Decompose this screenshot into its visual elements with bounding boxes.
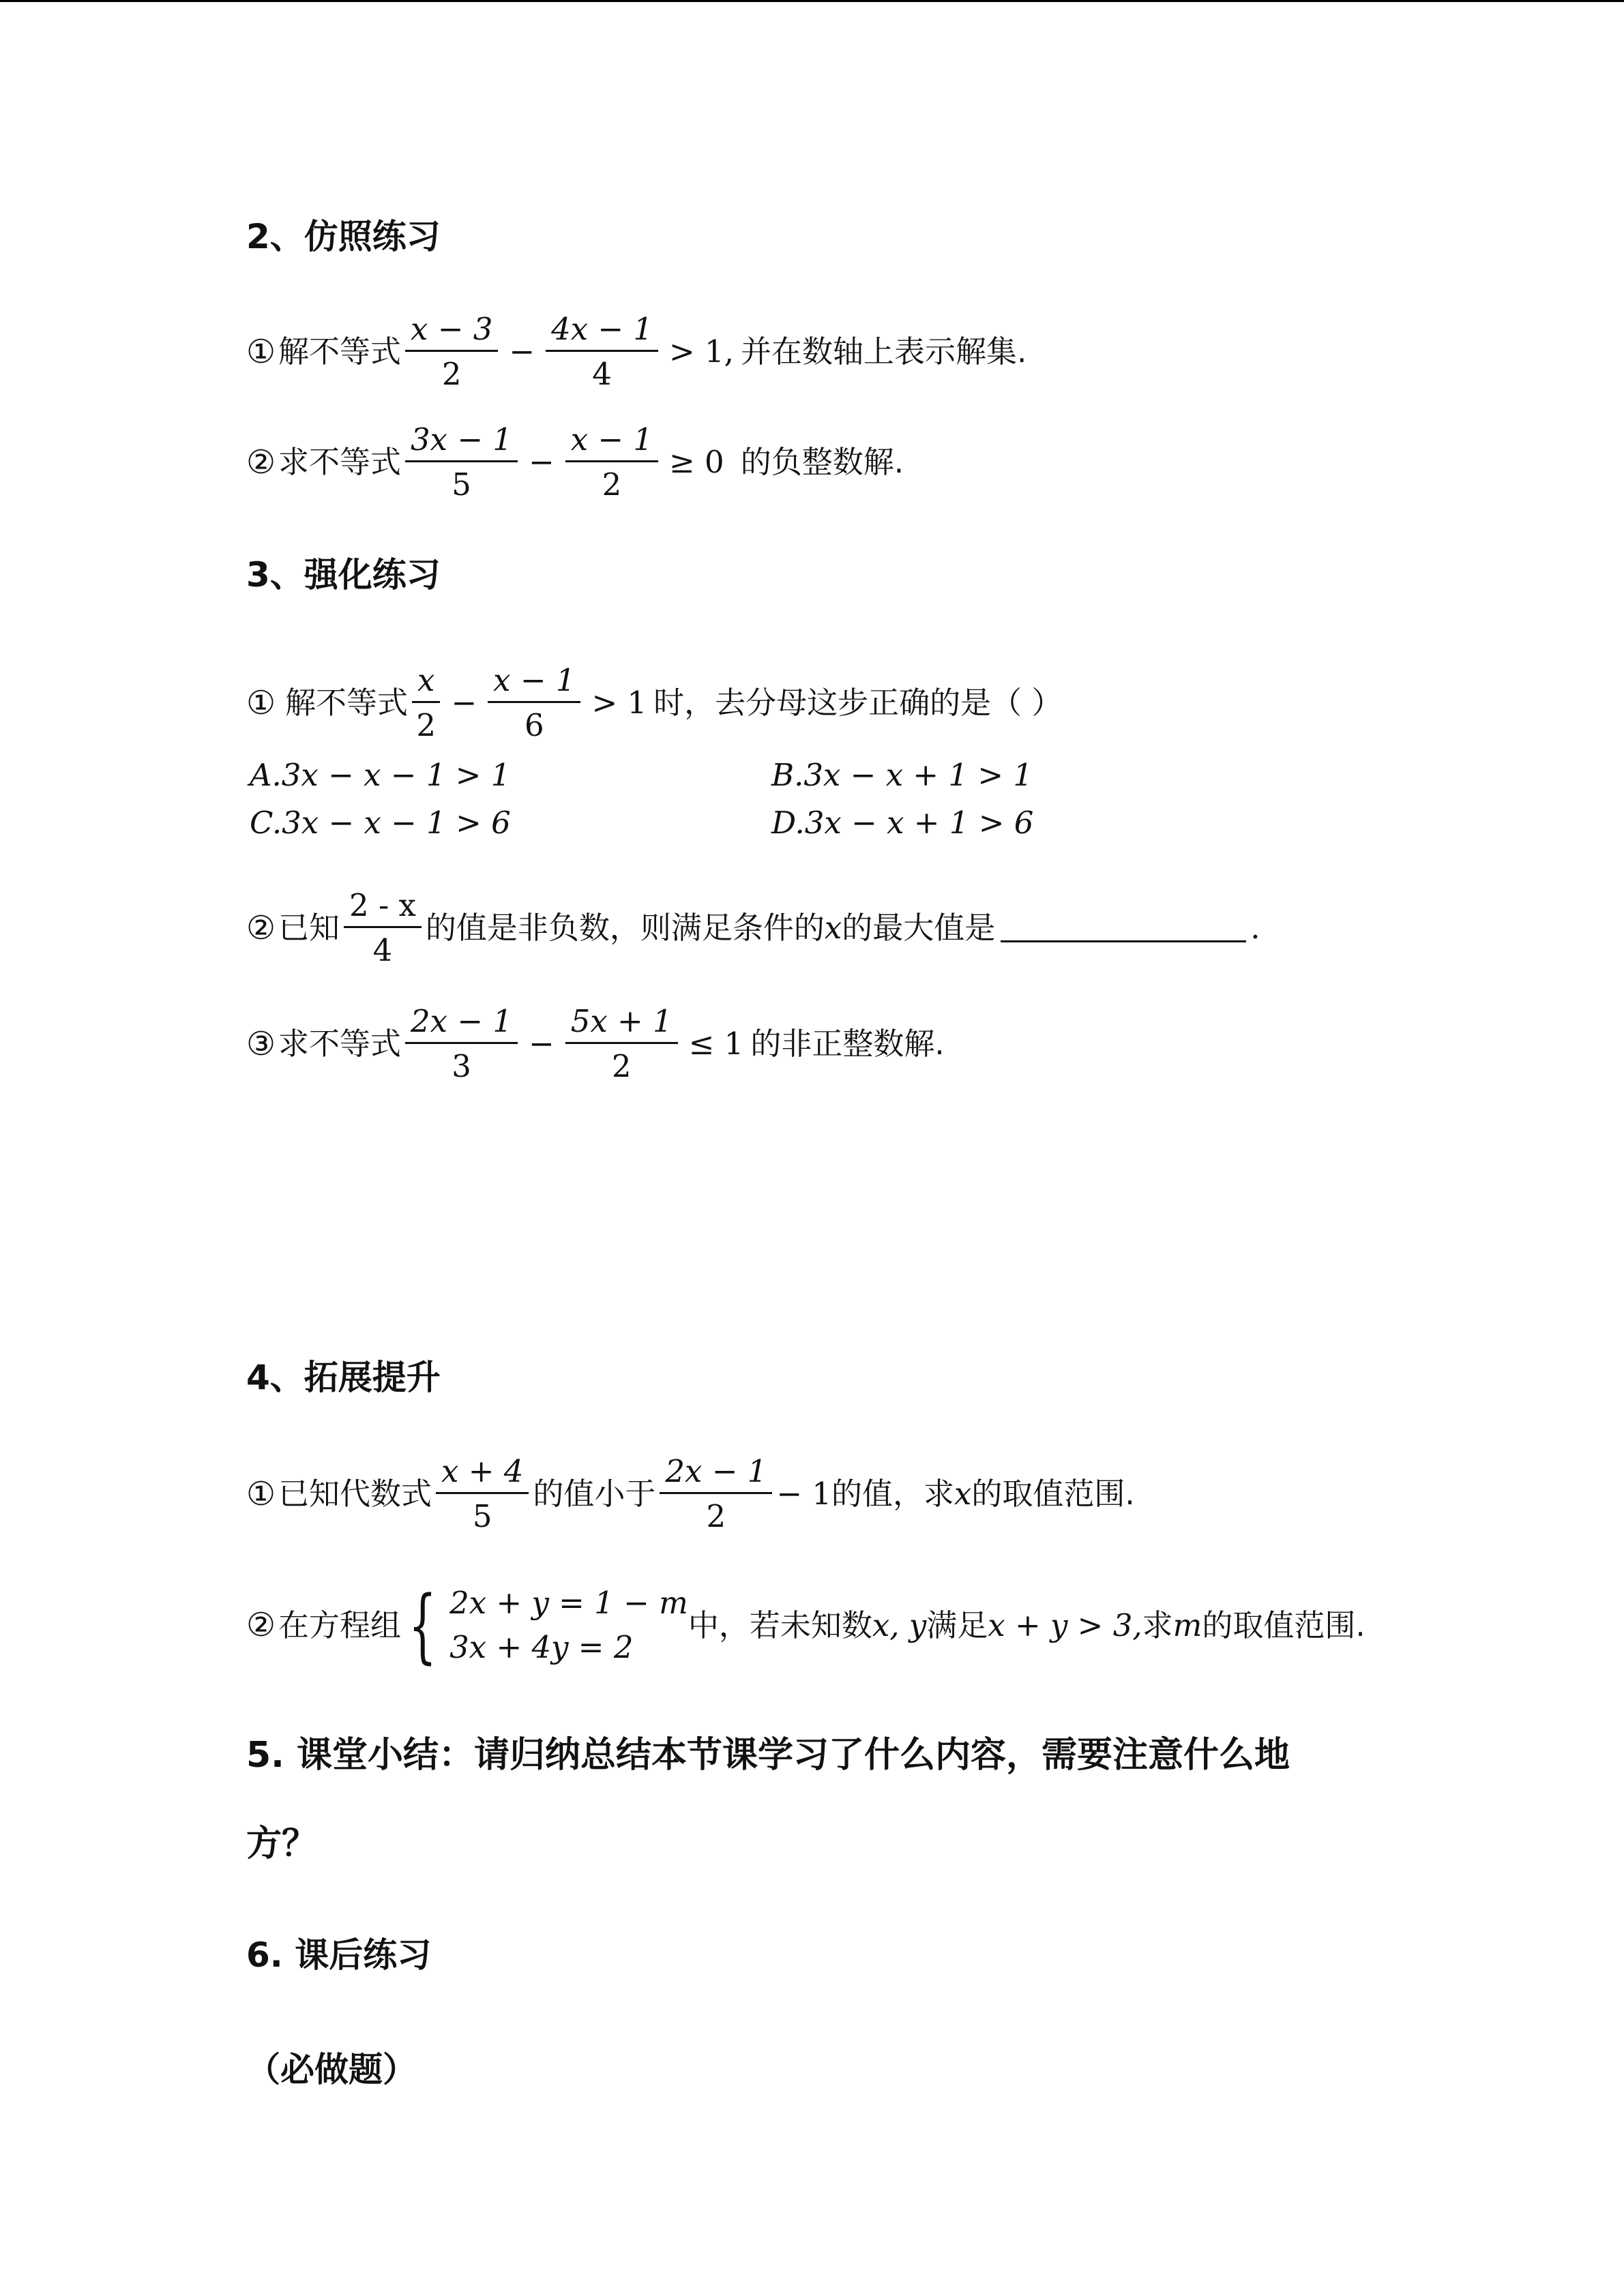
section-3-question-1 [246, 662, 1419, 743]
numerator: x + 4 [436, 1456, 529, 1494]
section-3-heading [246, 555, 1419, 595]
section-3-title: 3、强化练习 [246, 555, 441, 595]
question-number: ① [246, 683, 276, 722]
relation: ≥ 0 [669, 444, 724, 480]
relation: − 1 [776, 1476, 831, 1512]
denominator: 2 [611, 1048, 632, 1084]
question-text: 解不等式 [278, 333, 402, 370]
fraction [436, 1453, 529, 1534]
fraction [405, 311, 498, 392]
summary-text: 方？ [246, 1823, 318, 1864]
question-text: 满足 [926, 1607, 988, 1643]
question-text: 的非正整数解. [750, 1026, 945, 1062]
section-4-question-2 [246, 1578, 1419, 1672]
section-3-question-2 [246, 887, 1419, 968]
denominator: 5 [452, 466, 471, 503]
numerator: x [412, 665, 440, 703]
operator: − [529, 1026, 555, 1062]
section-3-question-3 [246, 1003, 1419, 1084]
variables: x, y [872, 1607, 927, 1643]
question-text: 求不等式 [278, 444, 402, 480]
denominator: 5 [472, 1498, 492, 1534]
denominator: 2 [441, 356, 462, 392]
fraction [344, 887, 422, 968]
numerator: x − 3 [405, 314, 498, 352]
fraction [405, 421, 518, 503]
denominator: 3 [452, 1048, 471, 1084]
section-5-line-2 [246, 1823, 1419, 1864]
numerator: 2x − 1 [660, 1456, 772, 1494]
section-2-heading [246, 217, 1419, 256]
question-text: 中，若未知数 [688, 1607, 872, 1643]
question-text: 的最大值是 [842, 910, 996, 946]
section-6-subheading [246, 2050, 1419, 2089]
relation: > 1 [591, 685, 647, 721]
question-text: 求不等式 [278, 1026, 402, 1062]
question-text: 时，去分母这步正确的是（ ） [653, 685, 1063, 721]
fraction [412, 662, 440, 743]
question-number: ② [246, 443, 276, 481]
question-text: 的取值范围. [1202, 1607, 1365, 1643]
answer-blank[interactable] [1001, 913, 1246, 942]
question-number: ① [246, 332, 276, 371]
relation: > 1, [669, 333, 734, 370]
option-c: C.3x − x − 1 > 6 [250, 805, 511, 841]
numerator: x − 1 [565, 424, 658, 462]
fraction [546, 311, 658, 392]
question-text: 并在数轴上表示解集. [741, 333, 1027, 370]
variable: m [1172, 1607, 1202, 1643]
question-text: 解不等式 [285, 685, 409, 721]
numerator: 2x − 1 [405, 1006, 518, 1044]
summary-text: 5. 课堂小结：请归纳总结本节课学习了什么内容，需要注意什么地 [246, 1735, 1290, 1776]
question-text: 求 [1142, 1607, 1173, 1643]
numerator: 3x − 1 [405, 424, 518, 462]
variable: x [824, 910, 842, 946]
section-2-question-1 [246, 311, 1419, 392]
section-4-heading [246, 1360, 1419, 1395]
numerator: 5x + 1 [565, 1006, 678, 1044]
numerator: 2 - x [344, 890, 422, 928]
required-exercises-label: （必做题） [246, 2050, 417, 2089]
question-number: ② [246, 908, 276, 947]
section-2-question-2 [246, 421, 1419, 503]
fraction [488, 662, 580, 743]
condition: x + y > 3, [988, 1607, 1142, 1643]
period: . [1250, 910, 1260, 946]
denominator: 2 [602, 466, 622, 503]
denominator: 4 [372, 932, 393, 968]
question-text: 的值是非负数，则满足条件的 [425, 910, 825, 946]
question-text: 已知 [278, 910, 340, 946]
denominator: 4 [592, 356, 612, 392]
section-5-line-1 [246, 1735, 1419, 1776]
relation: ≤ 1 [688, 1026, 744, 1062]
denominator: 2 [706, 1498, 726, 1534]
question-number: ② [246, 1606, 276, 1644]
question-text: 的值，求 [831, 1476, 954, 1512]
section-2-title: 2、仿照练习 [246, 217, 441, 256]
question-text: 的负整数解. [740, 444, 904, 480]
numerator: 4x − 1 [546, 314, 658, 352]
question-text: 在方程组 [278, 1607, 402, 1643]
numerator: x − 1 [488, 665, 580, 703]
fraction [565, 421, 658, 503]
fraction [660, 1453, 772, 1534]
question-number: ③ [246, 1024, 276, 1063]
equation-1: 2x + y = 1 − m [449, 1585, 688, 1621]
variable: x [954, 1476, 972, 1512]
denominator: 6 [525, 707, 544, 743]
question-text: 的取值范围. [971, 1476, 1135, 1512]
brace-symbol: { [408, 1578, 437, 1672]
question-number: ① [246, 1474, 276, 1513]
section-4-question-1 [246, 1453, 1419, 1534]
section-4-title: 4、拓展提升 [246, 1358, 441, 1397]
section-6-title: 6. 课后练习 [246, 1935, 432, 1975]
question-text: 已知代数式 [278, 1476, 432, 1512]
equation-system [449, 1581, 688, 1669]
option-d: D.3x − x + 1 > 6 [771, 805, 1034, 841]
option-b: B.3x − x + 1 > 1 [771, 757, 1033, 793]
fraction [565, 1003, 678, 1084]
operator: − [529, 444, 555, 480]
operator: − [509, 333, 535, 370]
operator: − [451, 685, 477, 721]
denominator: 2 [416, 707, 437, 743]
equation-2: 3x + 4y = 2 [449, 1629, 634, 1665]
fraction [405, 1003, 518, 1084]
page-top-border [0, 0, 1624, 2]
section-6-heading [246, 1935, 1419, 1975]
question-text: 的值小于 [533, 1476, 656, 1512]
option-a: A.3x − x − 1 > 1 [250, 757, 511, 793]
